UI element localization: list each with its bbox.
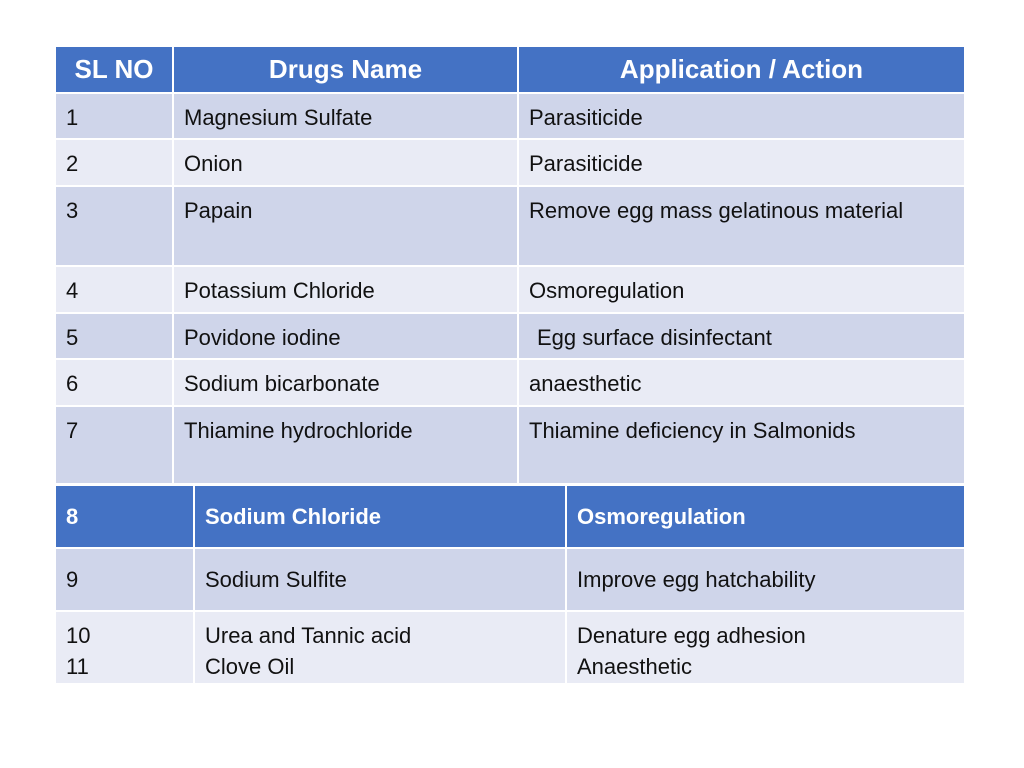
header-application-action: Application / Action — [518, 46, 965, 93]
cell-drug: Thiamine hydrochloride — [173, 406, 518, 484]
table-row-highlighted — [55, 485, 965, 548]
cell-sl: 1 — [55, 93, 173, 139]
cell-sl: 8 — [55, 485, 194, 548]
cell-sl: 2 — [55, 139, 173, 186]
cell-drug: Sodium Sulfite — [194, 548, 566, 611]
table-row — [55, 93, 965, 139]
cell-action: Remove egg mass gelatinous material — [518, 186, 965, 266]
table-row — [55, 186, 965, 266]
table-row — [55, 611, 965, 684]
cell-line: 11 — [66, 654, 89, 679]
cell-action: Improve egg hatchability — [566, 548, 965, 611]
cell-sl: 3 — [55, 186, 173, 266]
cell-sl: 4 — [55, 266, 173, 313]
drugs-table-continued — [54, 484, 966, 685]
cell-line: Denature egg adhesion — [577, 623, 806, 648]
cell-line: Anaesthetic — [577, 654, 692, 679]
cell-drug: Onion — [173, 139, 518, 186]
cell-drug: Sodium Chloride — [194, 485, 566, 548]
table-row — [55, 139, 965, 186]
cell-action: Thiamine deficiency in Salmonids — [518, 406, 965, 484]
cell-drug: Sodium bicarbonate — [173, 359, 518, 406]
cell-sl: 9 — [55, 548, 194, 611]
cell-action: Parasiticide — [518, 93, 965, 139]
cell-drug — [194, 611, 566, 684]
cell-line: Urea and Tannic acid — [205, 623, 412, 648]
cell-sl: 6 — [55, 359, 173, 406]
cell-action: Osmoregulation — [518, 266, 965, 313]
table-row — [55, 266, 965, 313]
table-row — [55, 359, 965, 406]
cell-drug: Papain — [173, 186, 518, 266]
header-sl-no: SL NO — [55, 46, 173, 93]
table-row — [55, 548, 965, 611]
cell-drug: Povidone iodine — [173, 313, 518, 359]
cell-action: Parasiticide — [518, 139, 965, 186]
cell-action: Osmoregulation — [566, 485, 965, 548]
cell-line: Clove Oil — [205, 654, 295, 679]
cell-sl: 5 — [55, 313, 173, 359]
cell-sl — [55, 611, 194, 684]
table-header-row — [55, 46, 965, 93]
header-drugs-name: Drugs Name — [173, 46, 518, 93]
cell-drug: Magnesium Sulfate — [173, 93, 518, 139]
table-row — [55, 313, 965, 359]
cell-action — [566, 611, 965, 684]
cell-sl: 7 — [55, 406, 173, 484]
cell-action: Egg surface disinfectant — [518, 313, 965, 359]
cell-line: 10 — [66, 623, 91, 648]
cell-action: anaesthetic — [518, 359, 965, 406]
cell-drug: Potassium Chloride — [173, 266, 518, 313]
drugs-table — [54, 45, 966, 485]
table-row — [55, 406, 965, 484]
